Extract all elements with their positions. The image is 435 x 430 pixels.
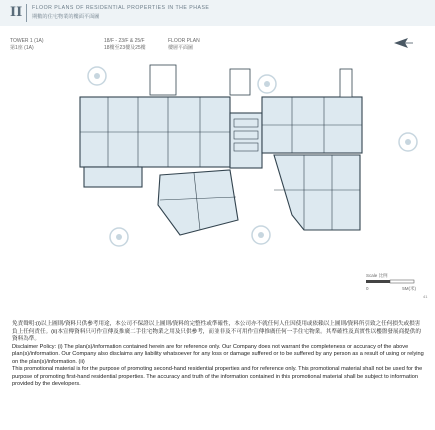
- page-number: 41: [423, 294, 428, 299]
- watermark-logo-icon: [108, 226, 130, 248]
- disclaimer-en-2: This promotional material is for the purpose of promoting second-hand residential properties and for reference only. This promotional material shall not be used for the purpose of promoting first-hand residential properties. The accuracy and truth of the information contained in this promotional material shall be subject to information provided by the developers.: [12, 366, 423, 387]
- floor-range-info: [104, 38, 146, 52]
- watermark-logo-icon: [256, 73, 278, 95]
- watermark-logo-icon: [397, 131, 419, 153]
- scale-bar-graphic: [366, 279, 416, 285]
- floor-plan-drawing: [60, 55, 370, 275]
- section-divider: [26, 4, 27, 22]
- watermark-logo-icon: [250, 224, 272, 246]
- disclaimer-block: [12, 321, 424, 389]
- tower-zh: 第1座 (1A): [10, 45, 34, 51]
- tower-info: [10, 38, 44, 52]
- scale-start: 0: [366, 286, 369, 291]
- disclaimer-zh: 免責聲明:(i)以上圖則/資料只供參考用途，本公司不保證以上圖則/資料的完整性或準確性，本公司亦不就任何人仕因使用或依賴以上圖則/資料所引致之任何損失或損害負上任何責任。(ii)本宣傳資料只可作宣傳及推廣二手住宅物業之用及只供參考，而並非及不可用作宣傳推廣任何一手住宅物業。其準確性及真實性以樓盤發展商提供的資料為準。: [12, 321, 421, 342]
- floors-zh: 18樓至23樓及25樓: [104, 45, 146, 51]
- scale-end: 5M(米): [402, 286, 416, 291]
- plan-en: FLOOR PLAN: [168, 38, 200, 44]
- scale-bar: [366, 273, 416, 292]
- plan-zh: 樓層平面圖: [168, 45, 194, 51]
- watermark-logo-icon: [86, 65, 108, 87]
- section-number: II: [10, 5, 23, 20]
- tower-en: TOWER 1 (1A): [10, 38, 44, 44]
- scale-label: Scale 比例: [366, 273, 388, 278]
- section-title-en: FLOOR PLANS OF RESIDENTIAL PROPERTIES IN THE PHASE: [32, 5, 210, 11]
- disclaimer-en-1: Disclaimer Policy: (i) The plan(s)/information contained herein are for reference only. Our Company does not warrant the completeness or accuracy of the above plan(s)/information. Our Company also disclaims any liability whatsoever for any loss or damage suffered or to be suffered by any person as a result of using or relying on the plan(s)/information. (ii): [12, 343, 424, 365]
- section-title-zh: 期數的住宅物業的樓面平面圖: [32, 14, 100, 20]
- plan-type-info: [168, 38, 200, 52]
- north-arrow-icon: [392, 36, 414, 50]
- floors-en: 18/F - 23/F & 25/F: [104, 38, 145, 44]
